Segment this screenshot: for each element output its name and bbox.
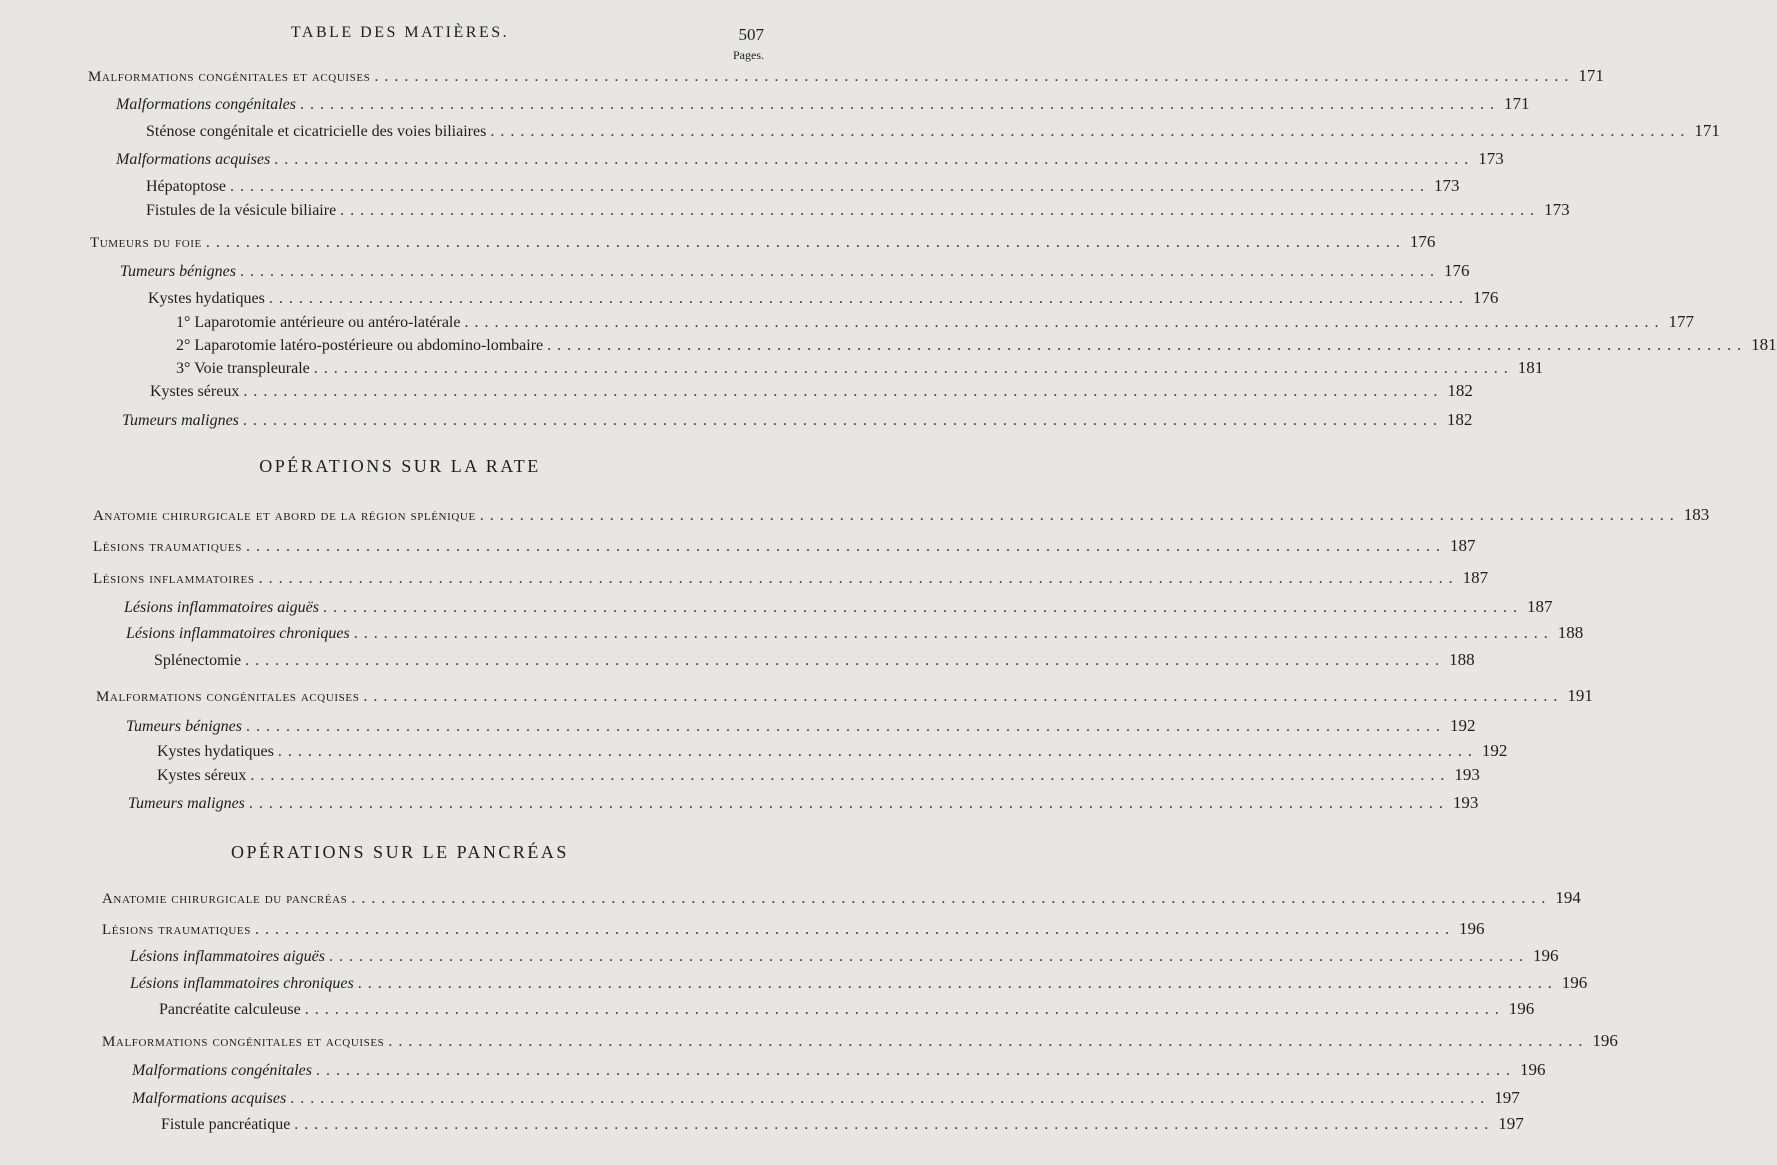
dot-leader: ........................................................................................................................ (328, 948, 1529, 965)
toc-entry (102, 919, 1485, 941)
toc-entry-page: 181 (1751, 335, 1777, 354)
toc-entry-page: 182 (1447, 381, 1473, 400)
toc-entry-label: Fistule pancréatique (161, 1116, 291, 1133)
dot-leader: ........................................................................................................................ (353, 625, 1554, 642)
dot-leader: ........................................................................................................................ (290, 1090, 1491, 1107)
toc-entry-label: Lésions inflammatoires (93, 571, 255, 587)
section-heading-pancreas: OPÉRATIONS SUR LE PANCRÉAS (231, 842, 569, 862)
toc-entry-label: Kystes hydatiques (148, 290, 265, 307)
dot-leader: ........................................................................................................................ (242, 412, 1443, 429)
toc-entry-page: 181 (1517, 358, 1544, 377)
toc-entry-label: Malformations congénitales et acquises (102, 1034, 385, 1050)
toc-entry-label: Kystes séreux (150, 383, 240, 400)
dot-leader: ........................................................................................................................ (240, 263, 1440, 280)
toc-entry (93, 505, 1710, 527)
toc-entry (161, 1114, 1524, 1136)
toc-entry (130, 946, 1559, 968)
toc-entry-page: 197 (1498, 1114, 1524, 1133)
toc-entry-page: 187 (1526, 597, 1553, 616)
toc-entry-page: 197 (1494, 1088, 1520, 1107)
section-heading-rate: OPÉRATIONS SUR LA RATE (259, 456, 541, 476)
toc-entry-label: Malformations congénitales et acquises (88, 69, 371, 85)
toc-entry (130, 973, 1588, 995)
toc-entry-label: 2° Laparotomie latéro-postérieure ou abdomino-lombaire (176, 337, 544, 354)
toc-entry-page: 171 (1578, 66, 1604, 85)
page-number: 507 (738, 25, 764, 44)
toc-entry-page: 196 (1592, 1031, 1618, 1050)
dot-leader: ........................................................................................................................ (254, 921, 1455, 938)
toc-entry (124, 597, 1553, 619)
toc-entry-page: 176 (1444, 261, 1470, 280)
toc-entry-page: 196 (1532, 946, 1559, 965)
dot-leader: ........................................................................................................................ (374, 68, 1575, 85)
dot-leader: ........................................................................................................................ (246, 718, 1446, 735)
dot-leader: ........................................................................................................................ (274, 151, 1475, 168)
dot-leader: ........................................................................................................................ (304, 1001, 1505, 1018)
dot-leader: ........................................................................................................................ (205, 234, 1406, 251)
toc-entry-label: Sténose congénitale et cicatricielle des voies biliaires (146, 123, 487, 140)
dot-leader: ........................................................................................................................ (340, 202, 1541, 219)
toc-entry (88, 66, 1604, 88)
toc-entry-label: Pancréatite calculeuse (159, 1001, 301, 1018)
toc-entry-page: 187 (1462, 568, 1489, 587)
dot-leader: ........................................................................................................................ (351, 890, 1552, 907)
toc-entry-label: Kystes séreux (157, 767, 247, 784)
toc-entry-label: Malformations congénitales acquises (96, 689, 360, 705)
dot-leader: ........................................................................................................................ (229, 178, 1430, 195)
toc-entry (154, 650, 1475, 672)
toc-entry-label: Hépatoptose (146, 178, 226, 195)
dot-leader: ........................................................................................................................ (388, 1033, 1589, 1050)
pages-column-label: Pages. (733, 48, 764, 62)
toc-entry (126, 623, 1584, 645)
dot-leader: ........................................................................................................................ (268, 290, 1469, 307)
toc-entry (159, 999, 1535, 1021)
toc-entry (96, 686, 1593, 708)
toc-entry-label: Anatomie chirurgicale et abord de la région splénique (93, 508, 476, 524)
toc-entry-page: 196 (1561, 973, 1588, 992)
toc-entry (146, 176, 1460, 198)
toc-entry (176, 358, 1544, 380)
toc-entry (126, 716, 1476, 738)
toc-entry-page: 192 (1450, 716, 1476, 735)
dot-leader: ........................................................................................................................ (248, 795, 1449, 812)
toc-entry (102, 888, 1581, 910)
toc-entry (93, 536, 1476, 558)
toc-entry-page: 176 (1409, 232, 1436, 251)
toc-entry-label: Lésions traumatiques (93, 539, 242, 555)
toc-entry (148, 288, 1499, 310)
dot-leader: ........................................................................................................................ (357, 975, 1558, 992)
running-title: TABLE DES MATIÈRES. (290, 24, 510, 41)
toc-entry (146, 121, 1720, 143)
toc-entry (132, 1060, 1546, 1082)
dot-leader: ........................................................................................................................ (243, 383, 1444, 400)
toc-entry-label: Tumeurs malignes (128, 795, 245, 812)
toc-entry (90, 232, 1436, 254)
toc-entry-label: Lésions inflammatoires aiguës (130, 948, 325, 965)
toc-entry-page: 173 (1478, 149, 1504, 168)
toc-entry-page: 187 (1449, 536, 1476, 555)
toc-entry-label: Tumeurs malignes (122, 412, 239, 429)
toc-entry-label: Kystes hydatiques (157, 743, 274, 760)
toc-entry-label: Tumeurs du foie (90, 235, 202, 251)
toc-entry-page: 196 (1458, 919, 1485, 938)
toc-entry-page: 191 (1567, 686, 1593, 705)
toc-entry-label: Malformations congénitales (116, 96, 296, 113)
toc-entry-page: 193 (1452, 793, 1479, 812)
toc-entry-label: Splénectomie (154, 652, 242, 669)
toc-entry-page: 173 (1433, 176, 1460, 195)
toc-entry-label: Tumeurs bénignes (126, 718, 242, 735)
toc-entry-page: 192 (1481, 741, 1508, 760)
toc-entry-page: 196 (1508, 999, 1535, 1018)
toc-entry-page: 171 (1694, 121, 1720, 140)
toc-entry (157, 765, 1480, 787)
toc-entry-page: 188 (1449, 650, 1475, 669)
toc-entry (176, 335, 1777, 357)
dot-leader: ........................................................................................................................ (464, 314, 1665, 331)
toc-entry-label: Malformations congénitales (132, 1062, 312, 1079)
toc-entry (132, 1088, 1520, 1110)
toc-entry-page: 183 (1683, 505, 1710, 524)
toc-entry-label: 3° Voie transpleurale (176, 360, 310, 377)
dot-leader: ........................................................................................................................ (547, 337, 1748, 354)
toc-entry-page: 188 (1557, 623, 1584, 642)
toc-entry (157, 741, 1508, 763)
toc-entry-label: Lésions inflammatoires chroniques (126, 625, 350, 642)
toc-entry-page: 193 (1454, 765, 1480, 784)
dot-leader: ........................................................................................................................ (294, 1116, 1495, 1133)
toc-entry (176, 312, 1694, 334)
toc-entry-label: Lésions traumatiques (102, 922, 251, 938)
toc-entry (120, 261, 1470, 283)
dot-leader: ........................................................................................................................ (245, 652, 1446, 669)
toc-entry (116, 94, 1530, 116)
toc-entry (146, 200, 1570, 222)
toc-entry-page: 173 (1544, 200, 1570, 219)
dot-leader: ........................................................................................................................ (299, 96, 1500, 113)
toc-entry (122, 410, 1473, 432)
toc-entry-label: Malformations acquises (116, 151, 271, 168)
dot-leader: ........................................................................................................................ (315, 1062, 1516, 1079)
toc-entry (116, 149, 1504, 171)
dot-leader: ........................................................................................................................ (322, 599, 1523, 616)
toc-entry (102, 1031, 1618, 1053)
dot-leader: ........................................................................................................................ (479, 507, 1680, 524)
toc-entry-label: 1° Laparotomie antérieure ou antéro-latérale (176, 314, 461, 331)
dot-leader: ........................................................................................................................ (245, 538, 1446, 555)
toc-entry-label: Anatomie chirurgicale du pancréas (102, 891, 348, 907)
toc-entry-page: 171 (1503, 94, 1530, 113)
toc-entry-page: 177 (1668, 312, 1694, 331)
toc-entry-label: Tumeurs bénignes (120, 263, 236, 280)
toc-entry-label: Lésions inflammatoires aiguës (124, 599, 319, 616)
toc-entry-label: Lésions inflammatoires chroniques (130, 975, 354, 992)
toc-entry (150, 381, 1473, 403)
toc-entry-label: Fistules de la vésicule biliaire (146, 202, 337, 219)
dot-leader: ........................................................................................................................ (490, 123, 1691, 140)
dot-leader: ........................................................................................................................ (363, 688, 1564, 705)
dot-leader: ........................................................................................................................ (250, 767, 1451, 784)
toc-entry (128, 793, 1479, 815)
dot-leader: ........................................................................................................................ (313, 360, 1514, 377)
dot-leader: ........................................................................................................................ (277, 743, 1478, 760)
dot-leader: ........................................................................................................................ (258, 570, 1459, 587)
toc-entry-label: Malformations acquises (132, 1090, 287, 1107)
toc-entry (93, 568, 1489, 590)
toc-entry-page: 182 (1446, 410, 1473, 429)
toc-entry-page: 194 (1555, 888, 1581, 907)
toc-entry-page: 176 (1472, 288, 1499, 307)
toc-entry-page: 196 (1519, 1060, 1546, 1079)
